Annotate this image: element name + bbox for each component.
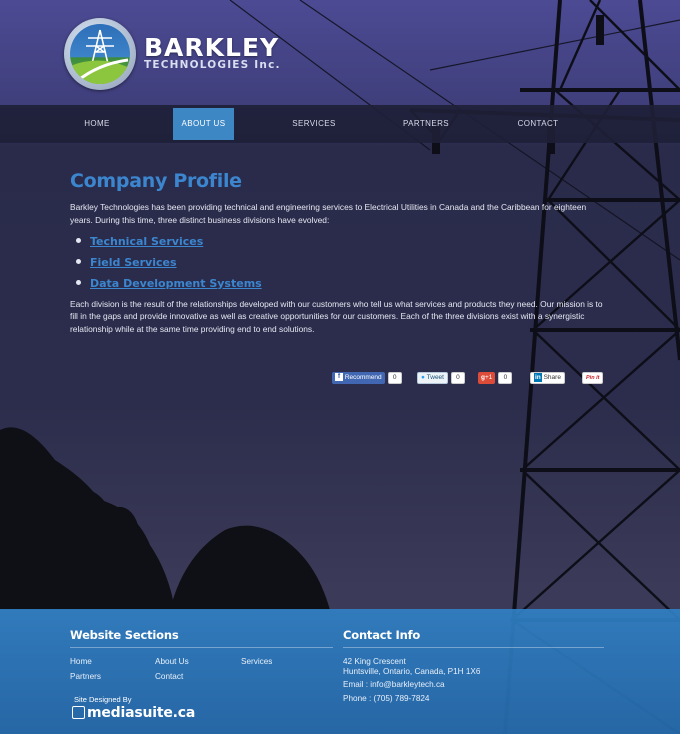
site-footer [0, 609, 680, 734]
nav-services[interactable]: SERVICES [292, 119, 336, 128]
nav-contact[interactable]: CONTACT [517, 119, 559, 128]
facebook-recommend[interactable] [332, 372, 402, 384]
brand-wordmark[interactable] [144, 35, 281, 71]
nav-home[interactable]: HOME [84, 119, 110, 128]
twitter-button [417, 372, 448, 384]
designed-by-label: Site Designed By [74, 695, 132, 704]
nav-about-us[interactable]: ABOUT US [173, 108, 234, 140]
footer-link-about-us[interactable]: About Us [155, 657, 189, 666]
company-logo[interactable] [64, 18, 136, 90]
nav-partners[interactable]: PARTNERS [402, 119, 450, 128]
facebook-button [332, 372, 385, 384]
intro-paragraph: Barkley Technologies has been providing technical and engineering services to Electrical Utilities in Canada and the Caribbean for eighteen years. During this time, three distinct business divisions have evolved: [70, 202, 587, 225]
mediasuite-icon [72, 706, 85, 719]
contact-block [343, 657, 480, 705]
gplus-count: 0 [498, 372, 512, 384]
address-line-1: 42 King Crescent [343, 657, 406, 666]
pinterest-pin-it[interactable] [582, 372, 603, 384]
list-item [90, 234, 610, 248]
body-paragraph: Each division is the result of the relationships developed with our customers who tell us what services and products they need. Our mission is to fill in the gaps and provide innovative as well as creative opportunities for our customers. Each of the three divisions exist with a synergistic relationship while at the same time providing end to end solutions. [70, 298, 603, 335]
footer-divider [343, 647, 604, 648]
gplus-button [478, 372, 495, 384]
google-plus-one[interactable] [478, 372, 512, 384]
facebook-icon: f [335, 373, 343, 381]
twitter-icon: ● [421, 374, 425, 381]
linkedin-share[interactable] [530, 372, 565, 384]
power-tower-icon [70, 24, 130, 84]
pinterest-label: Pin it [586, 375, 600, 381]
list-item [90, 276, 610, 290]
facebook-count: 0 [388, 372, 402, 384]
mediasuite-logo[interactable] [72, 704, 195, 722]
facebook-label: Recommend [344, 374, 382, 381]
link-field-services[interactable]: Field Services [90, 255, 177, 269]
twitter-label: Tweet [426, 374, 444, 381]
link-technical-services[interactable]: Technical Services [90, 234, 204, 248]
footer-link-services[interactable]: Services [241, 657, 273, 666]
contact-email[interactable]: Email : info@barkleytech.ca [343, 680, 445, 689]
footer-link-contact[interactable]: Contact [155, 672, 184, 681]
main-content [70, 170, 610, 336]
link-data-development-systems[interactable]: Data Development Systems [90, 276, 262, 290]
address-line-2: Huntsville, Ontario, Canada, P1H 1X6 [343, 666, 481, 676]
list-item [90, 255, 610, 269]
divisions-list [70, 234, 610, 290]
linkedin-icon: in [535, 374, 541, 381]
mediasuite-wordmark: mediasuite.ca [87, 705, 196, 721]
footer-link-partners[interactable]: Partners [70, 672, 101, 681]
linkedin-label: Share [543, 374, 561, 381]
pinterest-button [582, 372, 603, 384]
google-plus-icon: g [481, 374, 485, 381]
linkedin-button [530, 372, 565, 384]
twitter-count: 0 [451, 372, 465, 384]
main-nav [0, 105, 680, 143]
gplus-label: +1 [484, 374, 493, 381]
footer-divider [70, 647, 333, 648]
page-title: Company Profile [70, 170, 242, 192]
footer-link-home[interactable]: Home [70, 657, 92, 666]
twitter-tweet[interactable] [417, 372, 465, 384]
brand-subtitle: TECHNOLOGIES Inc. [144, 59, 281, 71]
brand-name: BARKLEY [144, 33, 280, 62]
tower-emblem-icon [70, 24, 130, 84]
footer-sections-heading: Website Sections [70, 628, 179, 642]
contact-phone: Phone : (705) 789-7824 [343, 693, 430, 703]
footer-contact-heading: Contact Info [343, 628, 421, 642]
